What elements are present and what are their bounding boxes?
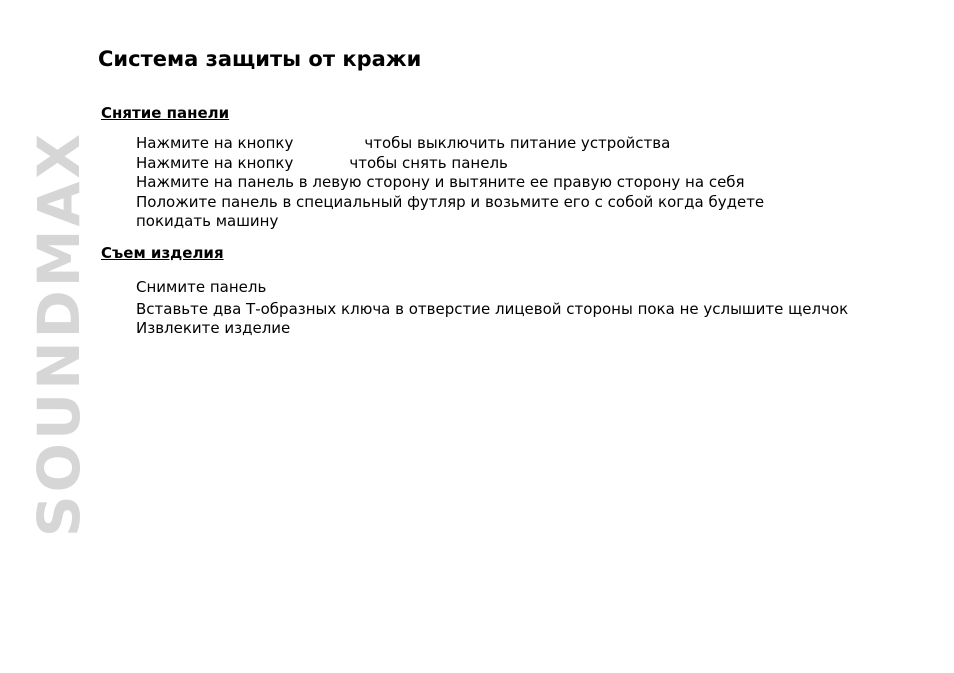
step-text-after-button: чтобы выключить питание устройства [364, 134, 671, 152]
unit-removal-steps [136, 278, 866, 339]
step-item: Положите панель в специальный футляр и возьмите его с собой когда будете покидать машину [136, 192, 765, 230]
step-item: Извлеките изделие [136, 319, 291, 337]
soundmax-watermark-logo [25, 44, 93, 624]
panel-removal-steps [136, 134, 816, 232]
step-item: Вставьте два Т-образных ключа в отверстие лицевой стороны пока не услышите щелчок [136, 299, 849, 318]
step-item: Нажмите на панель в левую сторону и вытяните ее правую сторону на себя [136, 173, 745, 191]
step-item: Снимите панель [136, 278, 267, 296]
step-text-before-button: Нажмите на кнопку [136, 153, 294, 172]
section-heading-unit-removal: Съем изделия [101, 244, 224, 262]
step-text-after-button: чтобы снять панель [349, 153, 508, 172]
step-text-before-button: Нажмите на кнопку [136, 134, 294, 152]
soundmax-logo-text: SOUNDMAX [25, 130, 93, 538]
page-title: Система защиты от кражи [98, 47, 422, 71]
section-heading-panel-removal: Снятие панели [101, 104, 230, 122]
step-item [136, 154, 816, 174]
step-item [136, 134, 816, 154]
